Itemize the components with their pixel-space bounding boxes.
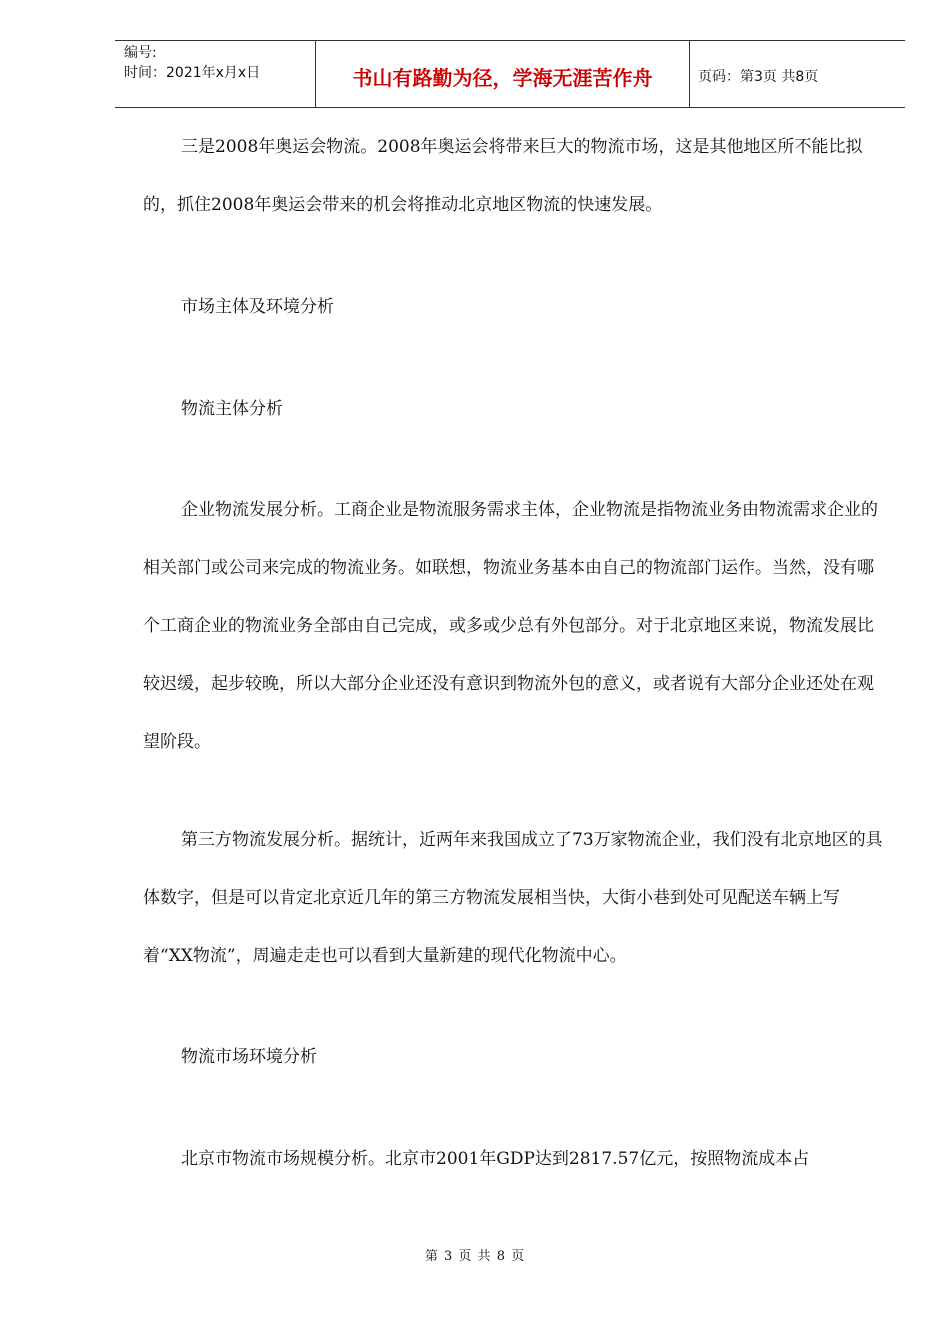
- motto-text: 书山有路勤为径，学海无涯苦作舟: [352, 65, 653, 90]
- paragraph-olympics: 三是2008年奥运会物流。2008年奥运会将带来巨大的物流市场，这是其他地区所不能比拟的，抓住2008年奥运会带来的机会将推动北京地区物流的快速发展。: [143, 137, 863, 215]
- paragraph-market-size: 北京市物流市场规模分析。北京市2001年GDP达到2817.57亿元，按照物流成本占: [181, 1149, 810, 1169]
- paragraph-third-party-logistics: 第三方物流发展分析。据统计，近两年来我国成立了73万家物流企业，我们没有北京地区的具体数字，但是可以肯定北京近几年的第三方物流发展相当快，大街小巷到处可见配送车辆上写着“XX物流”，周遍走走也可以看到大量新建的现代化物流中心。: [143, 830, 883, 966]
- header-motto-cell: [316, 41, 690, 107]
- page-header: [115, 40, 905, 108]
- heading-market-subject: 市场主体及环境分析: [181, 297, 334, 317]
- paragraph-enterprise-logistics: 企业物流发展分析。工商企业是物流服务需求主体，企业物流是指物流业务由物流需求企业的相关部门或公司来完成的物流业务。如联想，物流业务基本由自己的物流部门运作。当然，没有哪个工商企业的物流业务全部由自己完成，或多或少总有外包部分。对于北京地区来说，物流发展比较迟缓，起步较晚，所以大部分企业还没有意识到物流外包的意义，或者说有大部分企业还处在观望阶段。: [143, 500, 878, 752]
- heading-logistics-subject: 物流主体分析: [181, 399, 283, 419]
- time-label: 时间：2021年x月x日: [124, 65, 261, 81]
- page-label: 页码：第3页 共8页: [698, 69, 819, 85]
- footer-page-number: 第 3 页 共 8 页: [424, 1249, 526, 1264]
- page-footer: [0, 1245, 950, 1264]
- number-label: 编号:: [124, 45, 157, 61]
- heading-market-environment: 物流市场环境分析: [181, 1047, 317, 1067]
- header-page-cell: [690, 41, 905, 107]
- header-meta: [115, 41, 316, 107]
